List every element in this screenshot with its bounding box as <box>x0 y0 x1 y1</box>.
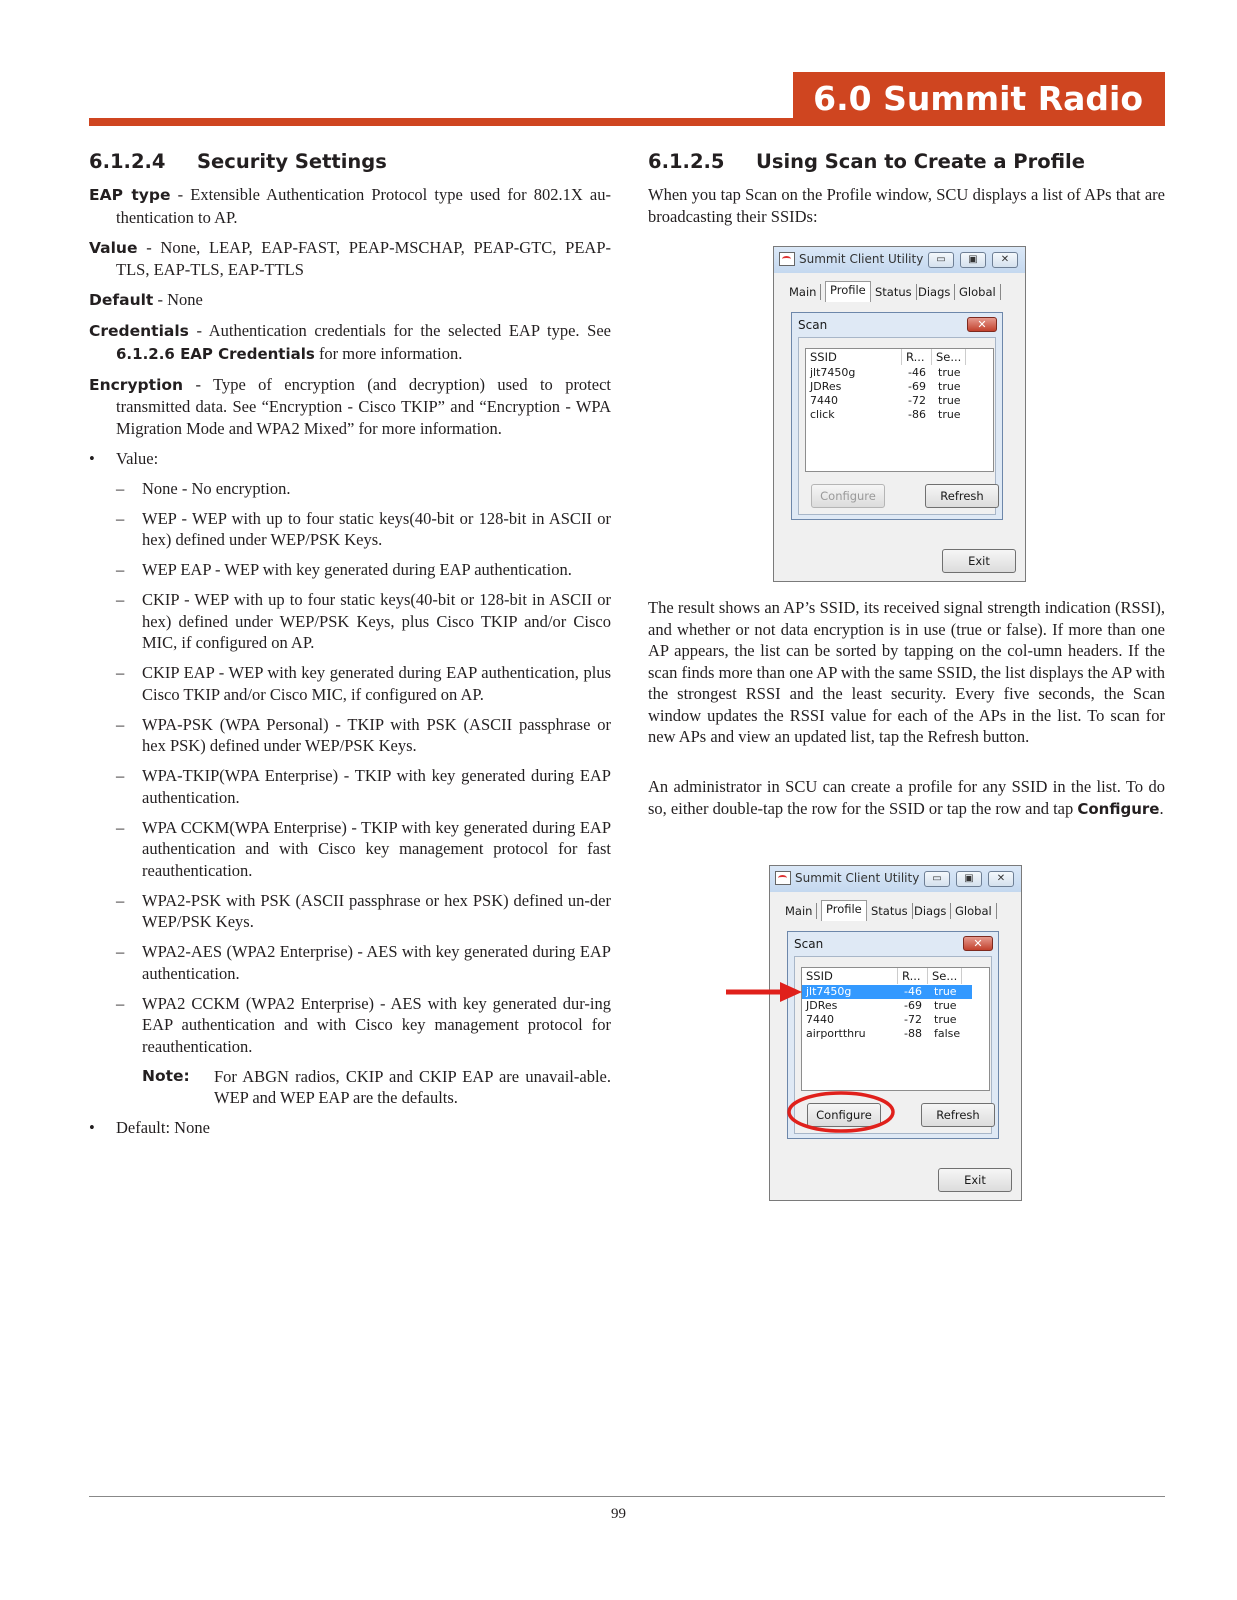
footer-rule <box>89 1496 1165 1497</box>
bullet-default: • Default: None <box>89 1117 611 1139</box>
minimize-icon[interactable]: ▭ <box>928 252 954 268</box>
def-text: for more information. <box>314 343 463 363</box>
maximize-icon[interactable]: ▣ <box>960 252 986 268</box>
option-item: – None - No encryption. <box>89 478 611 500</box>
cell-ssid: JDRes <box>806 999 838 1012</box>
screenshot-scan-selected <box>769 865 1022 1201</box>
ap-list[interactable] <box>801 967 990 1091</box>
section-number: 6.1.2.5 <box>648 150 725 173</box>
cell-rssi: -86 <box>908 408 926 421</box>
chapter-header: 6.0 Summit Radio <box>793 72 1165 126</box>
tab-main[interactable]: Main <box>781 903 817 919</box>
cell-ssid: airportthru <box>806 1027 866 1040</box>
option-item: – WPA-TKIP(WPA Enterprise) - TKIP with key generated during EAP authentication. <box>89 765 611 808</box>
scan-close-icon[interactable]: ✕ <box>967 317 997 332</box>
def-credentials <box>89 320 611 365</box>
table-row[interactable] <box>806 394 976 408</box>
cell-ssid: JDRes <box>810 380 842 393</box>
cell-ssid: click <box>810 408 835 421</box>
scan-title: Scan <box>794 937 824 951</box>
cell-security: true <box>938 380 961 393</box>
table-row-selected[interactable] <box>802 985 972 999</box>
exit-button[interactable]: Exit <box>942 549 1016 573</box>
page-number: 99 <box>611 1506 626 1522</box>
cell-ssid: 7440 <box>806 1013 834 1026</box>
option-item: – WPA-PSK (WPA Personal) - TKIP with PSK (ASCII passphrase or hex PSK) defined under WEP/PSK Keys. <box>89 714 611 757</box>
table-row[interactable] <box>802 1027 972 1041</box>
cell-security: true <box>938 408 961 421</box>
option-item: – CKIP - WEP with up to four static keys(40-bit or 128-bit in ASCII or hex) defined under WEP/PSK Keys, plus Cisco TKIP and/or Cisco MIC, if configured on AP. <box>89 589 611 654</box>
option-item: – WPA2-AES (WPA2 Enterprise) - AES with key generated during EAP authentication. <box>89 941 611 984</box>
cell-ssid: 7440 <box>810 394 838 407</box>
term: Default <box>89 291 154 309</box>
cell-rssi: -72 <box>904 1013 922 1026</box>
note-label: Note: <box>142 1066 190 1085</box>
cell-rssi: -46 <box>904 985 922 998</box>
column-ssid[interactable]: SSID <box>802 968 898 984</box>
cell-rssi: -72 <box>908 394 926 407</box>
scan-title: Scan <box>798 318 828 332</box>
table-row[interactable] <box>806 408 976 422</box>
table-row[interactable] <box>802 1013 972 1027</box>
table-row[interactable] <box>802 999 972 1013</box>
def-encryption <box>89 374 611 440</box>
tab-status[interactable]: Status <box>871 284 917 300</box>
cell-security: false <box>934 1027 961 1040</box>
header-rule <box>89 118 1165 126</box>
section-title: Using Scan to Create a Profile <box>756 150 1085 173</box>
window-title: Summit Client Utility <box>795 871 920 885</box>
configure-ref: Configure <box>1077 799 1160 818</box>
section-number: 6.1.2.4 <box>89 150 166 173</box>
tab-diags[interactable]: Diags <box>914 284 955 300</box>
term: EAP type <box>89 186 171 204</box>
intro-paragraph: When you tap Scan on the Profile window, SCU displays a list of APs that are broadcasting their SSIDs: <box>648 185 1165 226</box>
cell-rssi: -69 <box>908 380 926 393</box>
scan-close-icon[interactable]: ✕ <box>963 936 993 951</box>
red-arrow-icon <box>724 980 804 1004</box>
exit-button[interactable]: Exit <box>938 1168 1012 1192</box>
tab-global[interactable]: Global <box>955 284 1001 300</box>
title-bar <box>770 866 1021 892</box>
column-rssi[interactable]: R... <box>898 968 928 984</box>
term: Encryption <box>89 375 184 394</box>
option-item: – WEP EAP - WEP with key generated during EAP authentication. <box>89 559 611 581</box>
maximize-icon[interactable]: ▣ <box>956 871 982 887</box>
cell-security: true <box>934 985 957 998</box>
scan-dialog <box>791 312 1003 520</box>
option-item: – WEP - WEP with up to four static keys(40-bit or 128-bit in ASCII or hex) defined under WEP/PSK Keys. <box>89 508 611 551</box>
admin-paragraph <box>648 776 1165 820</box>
def-text: - Extensible Authentication Protocol type used for 802.1X au-thentication to AP. <box>116 185 611 227</box>
def-text: - None <box>153 290 203 309</box>
cell-ssid: jlt7450g <box>806 985 852 998</box>
column-ssid[interactable]: SSID <box>806 349 902 365</box>
tab-status[interactable]: Status <box>867 903 913 919</box>
option-item: – WPA2 CCKM (WPA2 Enterprise) - AES with key generated dur-ing EAP authentication and with Cisco key management protocol for reauthentication. <box>89 993 611 1058</box>
tab-profile[interactable]: Profile <box>821 900 867 921</box>
table-row[interactable] <box>806 380 976 394</box>
option-item: – CKIP EAP - WEP with key generated during EAP authentication, plus Cisco TKIP and/or Cisco MIC, if configured on AP. <box>89 662 611 705</box>
configure-button[interactable]: Configure <box>811 484 885 508</box>
tab-profile[interactable]: Profile <box>825 281 871 302</box>
note <box>89 1066 611 1109</box>
right-column <box>648 150 1165 236</box>
section-title: Security Settings <box>197 150 387 173</box>
close-icon[interactable]: ✕ <box>988 871 1014 887</box>
def-value <box>89 237 611 281</box>
def-text: - Type of encryption (and decryption) used to protect transmitted data. See “Encryption - Cisco TKIP” and “Encryption - WPA Migration Mode and WPA2 Mixed” for more information. <box>116 374 611 438</box>
column-rssi[interactable]: R... <box>902 349 932 365</box>
result-paragraph: The result shows an AP’s SSID, its received signal strength indication (RSSI), and whether or not data encryption is in use (true or false). If more than one AP appears, the list can be sorted by tapping on the col-umn headers. If the scan finds more than one AP with the same SSID, the list displays the AP with the strongest RSSI and the least security. Every five seconds, the Scan window updates the RSSI value for each of the APs in the list. To scan for new APs and view an updated list, tap the Refresh button. <box>648 598 1165 746</box>
highlight-circle-icon <box>785 1089 897 1135</box>
window-title: Summit Client Utility <box>799 252 924 266</box>
configure-button[interactable]: Configure <box>807 1103 881 1127</box>
tab-global[interactable]: Global <box>951 903 997 919</box>
cell-security: true <box>938 394 961 407</box>
title-bar <box>774 247 1025 273</box>
def-text: - Authentication credentials for the selected EAP type. See <box>188 321 611 340</box>
def-eap-type <box>89 184 611 228</box>
cross-reference: 6.1.2.6 EAP Credentials <box>116 344 315 363</box>
tab-main[interactable]: Main <box>785 284 821 300</box>
section-heading-scan <box>648 150 1165 174</box>
cell-rssi: -69 <box>904 999 922 1012</box>
refresh-button[interactable]: Refresh <box>921 1103 995 1127</box>
tab-diags[interactable]: Diags <box>910 903 951 919</box>
cell-rssi: -46 <box>908 366 926 379</box>
admin-text: An administrator in SCU can create a profile for any SSID in the list. To do so, either double-tap the row for the SSID or tap the row and tap <box>648 777 1165 818</box>
ap-list[interactable] <box>805 348 994 472</box>
table-row[interactable] <box>806 366 976 380</box>
screenshot-scan-list <box>773 246 1026 582</box>
app-icon <box>779 252 795 266</box>
def-default <box>89 289 611 312</box>
term: Value <box>89 238 138 257</box>
term: Credentials <box>89 322 189 340</box>
close-icon[interactable]: ✕ <box>992 252 1018 268</box>
cell-security: true <box>934 999 957 1012</box>
cell-security: true <box>934 1013 957 1026</box>
option-item: – WPA CCKM(WPA Enterprise) - TKIP with key generated during EAP authentication and with Cisco key management protocol for fast reauthentication. <box>89 817 611 882</box>
section-heading-security <box>89 150 611 174</box>
cell-security: true <box>938 366 961 379</box>
refresh-button[interactable]: Refresh <box>925 484 999 508</box>
scan-panel <box>798 337 996 515</box>
column-security[interactable]: Se... <box>928 968 962 984</box>
cell-rssi: -88 <box>904 1027 922 1040</box>
def-text: - None, LEAP, EAP-FAST, PEAP-MSCHAP, PEAP-GTC, PEAP-TLS, EAP-TLS, EAP-TTLS <box>116 237 611 279</box>
left-column <box>89 150 611 1147</box>
column-security[interactable]: Se... <box>932 349 966 365</box>
minimize-icon[interactable]: ▭ <box>924 871 950 887</box>
admin-end: . <box>1159 798 1164 818</box>
bullet-value: • Value: <box>89 448 611 470</box>
option-item: – WPA2-PSK with PSK (ASCII passphrase or hex PSK) defined un-der WEP/PSK Keys. <box>89 890 611 933</box>
cell-ssid: jlt7450g <box>810 366 856 379</box>
note-text: For ABGN radios, CKIP and CKIP EAP are unavail-able. WEP and WEP EAP are the defaults. <box>214 1066 611 1107</box>
app-icon <box>775 871 791 885</box>
